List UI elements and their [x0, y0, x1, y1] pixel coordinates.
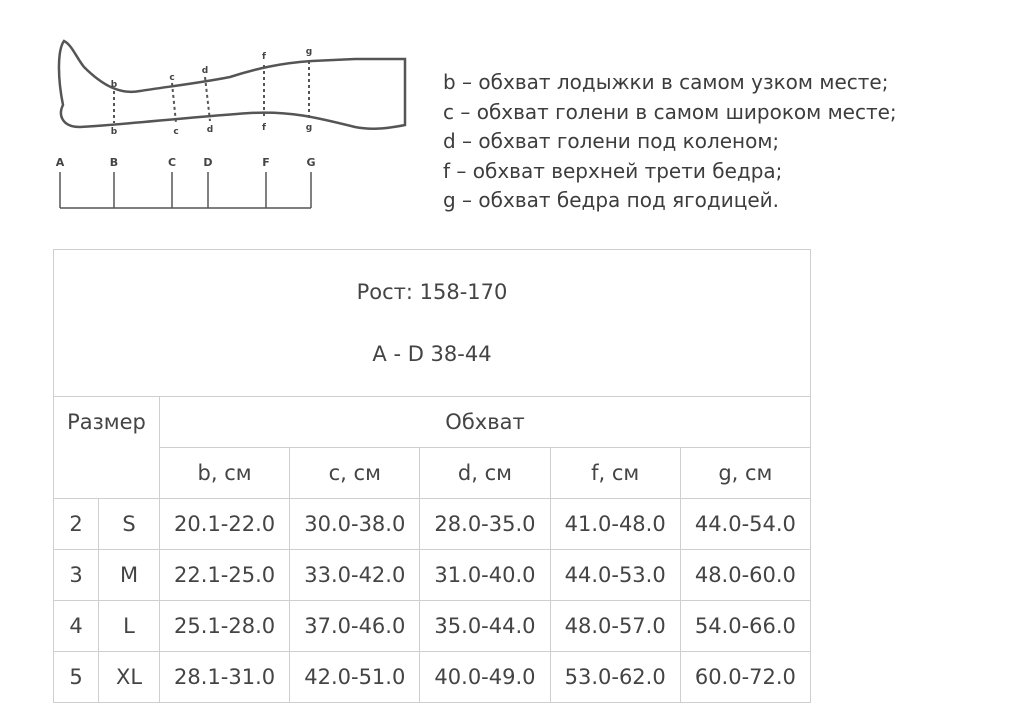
value-f: 41.0-48.0 [550, 499, 680, 550]
measurement-legend [443, 68, 897, 216]
size-number: 4 [54, 601, 99, 652]
scale-letter-a: A [55, 156, 65, 169]
value-f: 48.0-57.0 [550, 601, 680, 652]
table-header-cell [54, 250, 811, 397]
scale-letter-c: C [167, 156, 177, 169]
leg-outline-svg [50, 35, 420, 215]
value-c: 42.0-51.0 [290, 652, 420, 703]
value-b: 20.1-22.0 [160, 499, 290, 550]
table-row [54, 499, 811, 550]
bottom-letter-f: f [262, 123, 266, 133]
scale-letter-b: B [109, 156, 119, 169]
size-number: 3 [54, 550, 99, 601]
table-row [54, 601, 811, 652]
unit-header-b: b, см [160, 448, 290, 499]
legend-item-c: c – обхват голени в самом широком месте; [443, 99, 897, 124]
value-b: 22.1-25.0 [160, 550, 290, 601]
value-d: 28.0-35.0 [420, 499, 550, 550]
value-d: 31.0-40.0 [420, 550, 550, 601]
height-label: Рост: 158-170 [356, 280, 508, 304]
top-letter-b: b [110, 80, 118, 90]
value-f: 53.0-62.0 [550, 652, 680, 703]
value-c: 37.0-46.0 [290, 601, 420, 652]
bottom-letter-d: d [206, 125, 214, 135]
unit-header-f: f, см [550, 448, 680, 499]
value-b: 25.1-28.0 [160, 601, 290, 652]
value-c: 30.0-38.0 [290, 499, 420, 550]
size-code: L [99, 601, 160, 652]
value-b: 28.1-31.0 [160, 652, 290, 703]
top-letter-g: g [305, 47, 313, 57]
leg-measurement-diagram [50, 35, 420, 215]
girth-column-header: Обхват [160, 397, 811, 448]
size-column-header: Размер [54, 397, 160, 499]
unit-header-c: c, см [290, 448, 420, 499]
bottom-letter-g: g [305, 123, 313, 133]
bottom-letter-c: c [173, 127, 179, 137]
legend-item-f: f – обхват верхней трети бедра; [443, 158, 783, 183]
measure-line-d [205, 77, 210, 121]
legend-item-d: d – обхват голени под коленом; [443, 129, 780, 153]
unit-header-d: d, см [420, 448, 550, 499]
size-number: 5 [54, 652, 99, 703]
size-code: S [99, 499, 160, 550]
scale-letter-g: G [306, 156, 316, 169]
table-row [54, 550, 811, 601]
value-f: 44.0-53.0 [550, 550, 680, 601]
size-number: 2 [54, 499, 99, 550]
value-g: 60.0-72.0 [680, 652, 810, 703]
unit-header-g: g, см [680, 448, 810, 499]
size-code: M [99, 550, 160, 601]
bottom-letter-b: b [110, 127, 118, 137]
value-g: 48.0-60.0 [680, 550, 810, 601]
top-letter-f: f [262, 52, 266, 62]
scale-letter-f: F [262, 156, 270, 169]
value-c: 33.0-42.0 [290, 550, 420, 601]
measure-line-c [172, 83, 176, 123]
value-g: 54.0-66.0 [680, 601, 810, 652]
range-label: A - D 38-44 [372, 342, 492, 366]
top-letter-c: c [169, 73, 175, 83]
value-g: 44.0-54.0 [680, 499, 810, 550]
top-letter-d: d [201, 66, 209, 76]
scale-letter-d: D [203, 156, 213, 169]
value-d: 35.0-44.0 [420, 601, 550, 652]
table-row [54, 652, 811, 703]
legend-item-b: b – обхват лодыжки в самом узком месте; [443, 70, 889, 94]
height-scale [60, 172, 311, 208]
size-table [53, 249, 811, 703]
value-d: 40.0-49.0 [420, 652, 550, 703]
size-code: XL [99, 652, 160, 703]
legend-item-g: g – обхват бедра под ягодицей. [443, 188, 780, 212]
